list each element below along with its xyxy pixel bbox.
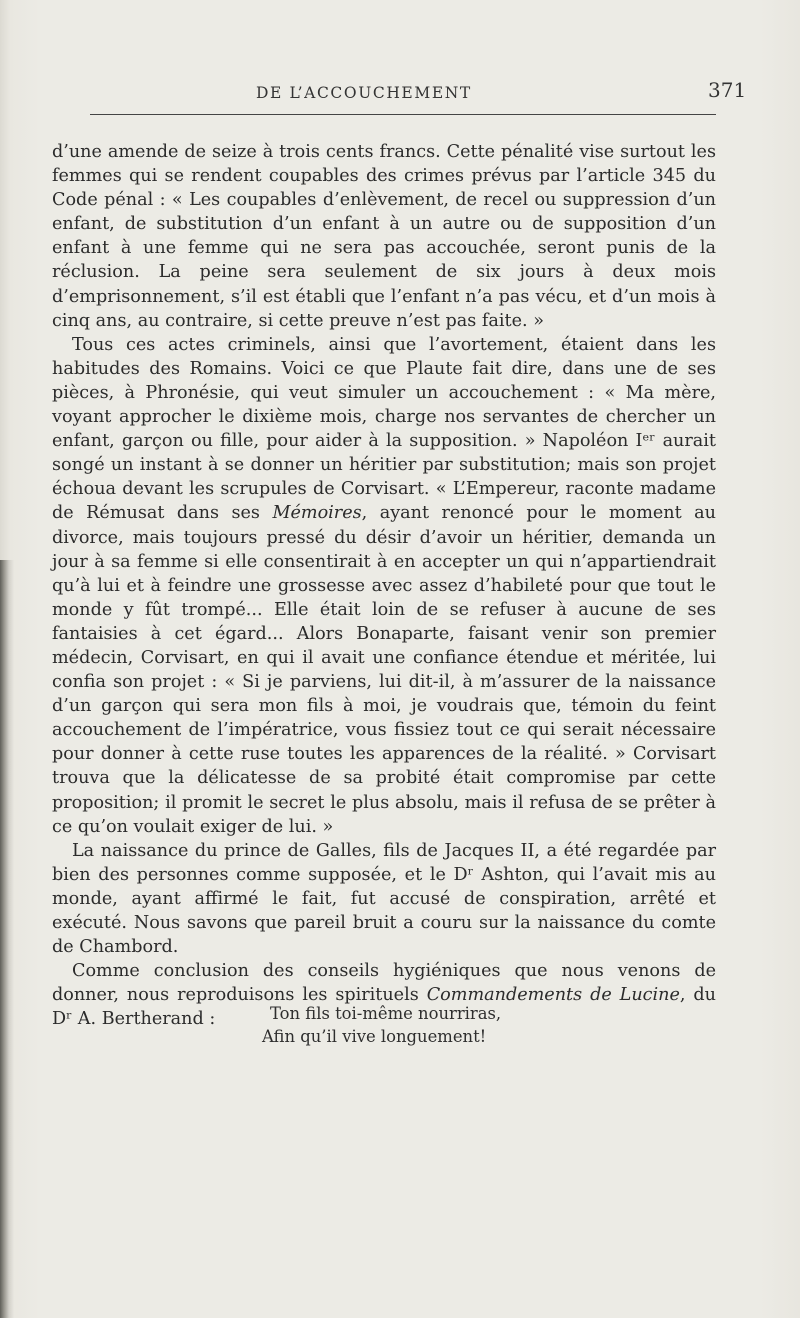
paragraph-2 — [52, 333, 716, 839]
header-rule — [90, 114, 716, 115]
body-text — [52, 140, 716, 1031]
commandements-title: Commandements de Lucine — [426, 985, 680, 1006]
verse-quote — [262, 1002, 502, 1048]
paragraph-1: d’une amende de seize à trois cents francs. Cette pénalité vise surtout les femmes qui se rendent coupables des crimes prévus par l’article 345 du Code pénal : « Les coupables d’enlèvement, de recel ou suppression d’un enfant, de substitution d’un enfant à un autre ou de supposition d’un enfant à une femme qui ne sera pas accouchée, seront punis de la réclusion. La peine sera seulement de six jours à deux mois d’emprisonnement, s’il est établi que l’enfant n’a pas vécu, et d’un mois à cinq ans, au contraire, si cette preuve n’est pas faite. » — [52, 142, 716, 331]
memoires-title: Mémoires — [272, 503, 362, 524]
running-head: DE L’ACCOUCHEMENT — [256, 84, 472, 102]
binding-shadow — [0, 560, 14, 1318]
paragraph-4-part-a: Comme conclusion des conseils hygiéniques que nous venons de donner, nous reproduisons les spirituels — [52, 961, 716, 1006]
paragraph-3: La naissance du prince de Galles, fils de Jacques II, a été regardée par bien des personnes comme supposée, et le Dʳ Ashton, qui l’avait mis au monde, ayant affirmé le fait, fut accusé de conspiration, arrêté et exécuté. Nous savons que pareil bruit a couru sur la naissance du comte de Chambord. — [52, 840, 716, 958]
paragraph-4-part-b: , du Dʳ A. Bertherand : — [52, 985, 717, 1030]
verse-line-1: Ton fils toi-même nourriras, — [270, 1004, 502, 1023]
paragraph-2-part-b: , ayant renoncé pour le moment au divorce, mais toujours pressé du désir d’avoir un héritier, demanda un jour à sa femme si elle consentirait à en accepter un qui n’appartiendrait qu’à lui et à feindre une grossesse avec assez d’habileté pour que tout le monde y fût trompé... Elle était loin de se refuser à aucune de ses fantaisies à cet égard... Alors Bonaparte, faisant venir son premier médecin, Corvisart, en qui il avait une confiance étendue et méritée, lui confia son projet : « Si je parviens, lui dit-il, à m’assurer de la naissance d’un garçon qui sera mon fils à moi, je voudrais que, témoin du feint accouchement de l’impératrice, vous fissiez tout ce qui serait nécessaire pour donner à cette ruse toutes les apparences de la réalité. » Corvisart trouva que la délicatesse de sa probité était compromise par cette proposition; il promit le secret le plus absolu, mais il refusa de se prêter à ce qu’on voulait exiger de lui. » — [52, 503, 717, 837]
page-number: 371 — [708, 78, 747, 102]
verse-line-2: Afin qu’il vive longuement! — [262, 1027, 487, 1046]
paragraph-2-part-a: Tous ces actes criminels, ainsi que l’avortement, étaient dans les habitudes des Romains. Voici ce que Plaute fait dire, dans une de ses pièces, à Phronésie, qui veut simuler un accouchement : « Ma mère, voyant approcher le dixième mois, charge nos servantes de chercher un enfant, garçon ou fille, pour aider à la supposition. » Napoléon Iᵉʳ aurait songé un instant à se donner un héritier par substitution; mais son projet échoua devant les scrupules de Corvisart. « L’Empereur, raconte madame de Rémusat dans ses — [52, 334, 716, 524]
